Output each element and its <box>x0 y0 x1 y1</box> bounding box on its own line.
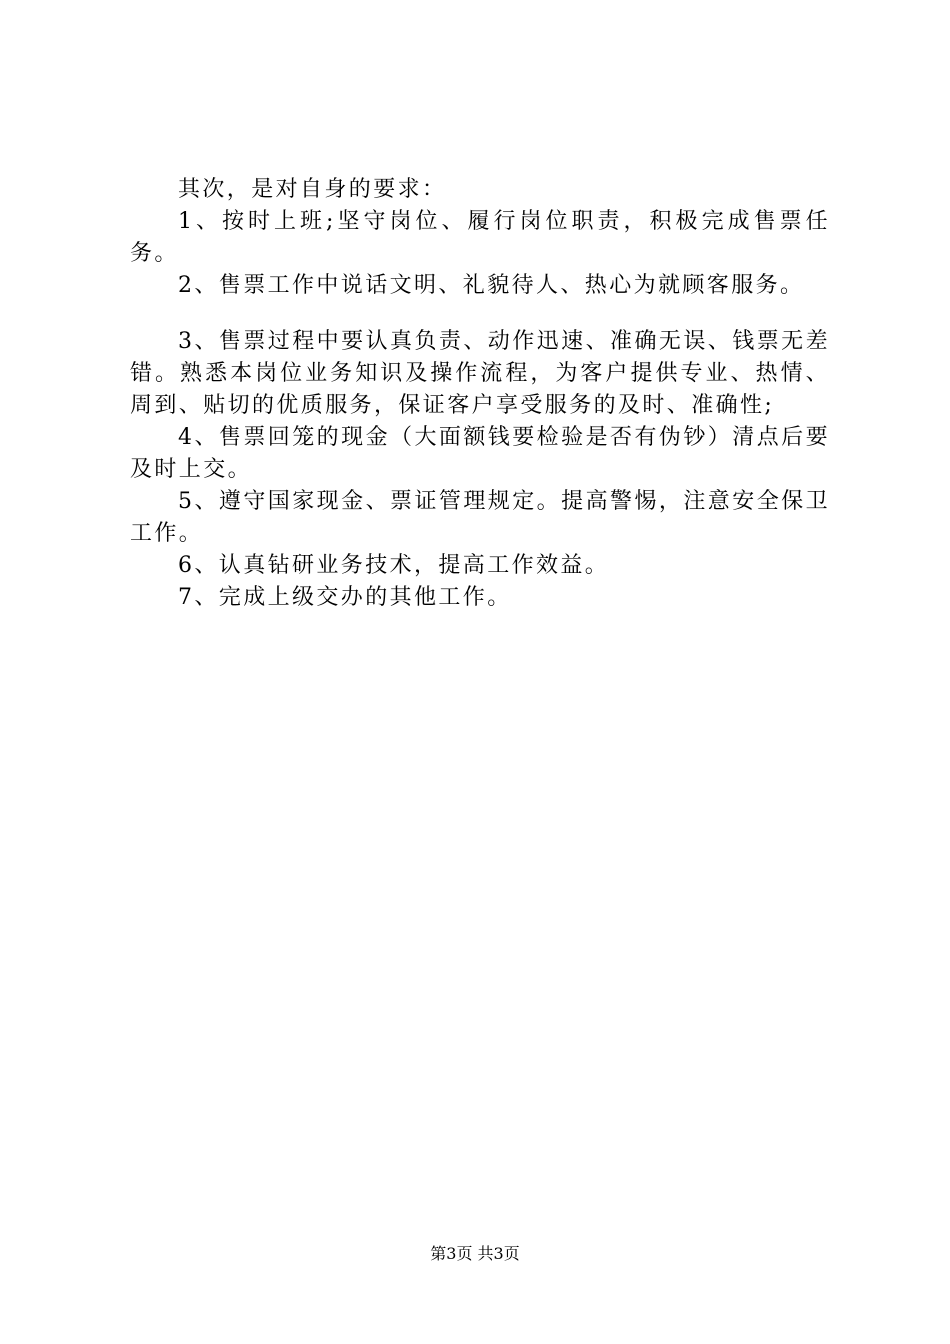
page-footer: 第3页 共3页 <box>430 1244 520 1263</box>
paragraph-item-2: 2、售票工作中说话文明、礼貌待人、热心为就顾客服务。 <box>178 273 805 298</box>
paragraph-item-6: 6、认真钻研业务技术，提高工作效益。 <box>178 553 610 578</box>
paragraph-intro: 其次，是对自身的要求： <box>178 177 447 202</box>
paragraph-item-4: 4、售票回笼的现金（大面额钱要检验是否有伪钞）清点后要及时上交。 <box>130 425 830 482</box>
paragraph-item-1: 1、按时上班;坚守岗位、履行岗位职责，积极完成售票任务。 <box>130 209 830 266</box>
paragraph-item-5: 5、遵守国家现金、票证管理规定。提高警惕，注意安全保卫工作。 <box>130 489 830 546</box>
paragraph-item-3: 3、售票过程中要认真负责、动作迅速、准确无误、钱票无差错。熟悉本岗位业务知识及操作流程，为客户提供专业、热情、周到、贴切的优质服务，保证客户享受服务的及时、准确性; <box>130 329 830 418</box>
paragraph-spacer <box>130 302 830 326</box>
document-body <box>130 174 830 614</box>
paragraph-item-7: 7、完成上级交办的其他工作。 <box>178 585 512 610</box>
